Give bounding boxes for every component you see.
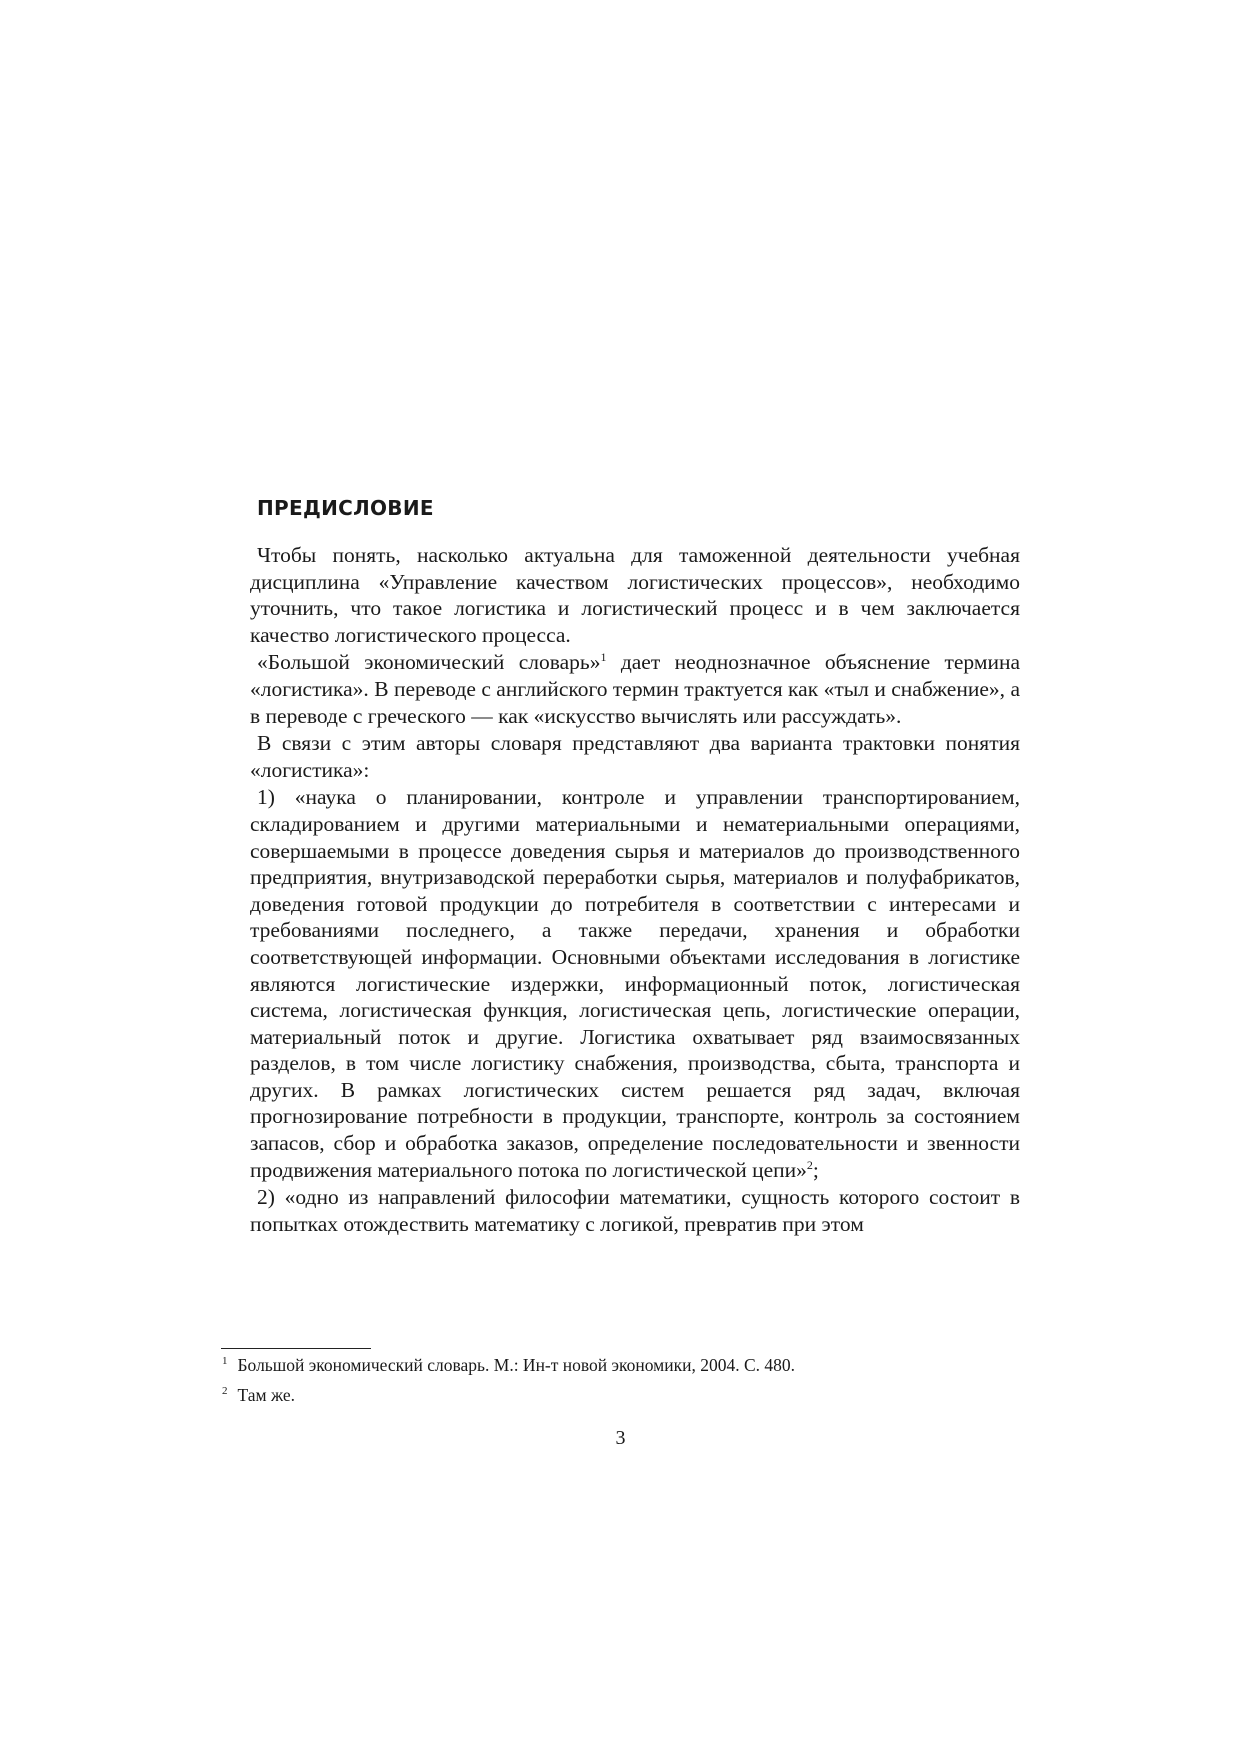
paragraph-1: [250, 542, 1020, 648]
paragraph-4: [250, 784, 1020, 1183]
page-number: 3: [615, 1427, 626, 1449]
paragraph-4-text-before: 1) «наука о планировании, контроле и управлении транспортированием, складированием и другими материальными и нематериальными операциями, совершаемыми в процессе доведения сырья и материалов до производственного предприятия, внутризаводской переработки сырья, материалов и полуфабрикатов, доведения готовой продукции до потребителя в соответствии с интересами и требованиями последнего, а также передачи, хранения и обработки соответствующей информации. Основными объектами исследования в логистике являются логистические издержки, информационный поток, логистическая система, логистическая функция, логистическая цепь, логистические операции, материальный поток и другие. Логистика охватывает ряд взаимосвязанных разделов, в том числе логистику снабжения, производства, сбыта, транспорта и других. В рамках логистических систем решается ряд задач, включая прогнозирование потребности в продукции, транспорте, контроль за состоянием запасов, сбор и обработка заказов, определение последовательности и звенности продвижения материального потока по логистической цепи»: [250, 785, 1020, 1182]
footnote-ref-1[interactable]: 1: [600, 650, 607, 665]
paragraph-3-text: В связи с этим авторы словаря представляют два варианта трактовки понятия «логистика»:: [250, 731, 1020, 782]
footnote-1-text: Большой экономический словарь. М.: Ин-т новой экономики, 2004. С. 480.: [237, 1355, 796, 1375]
paragraph-2: [250, 649, 1020, 729]
body-text: [250, 494, 1020, 1238]
footnote-1: [222, 1354, 1022, 1376]
paragraph-3: [250, 730, 1020, 783]
footnote-divider: [221, 1348, 371, 1349]
paragraph-5-text: 2) «одно из направлений философии математики, сущность которого состоит в попытках отождествить математику с логикой, превратив при этом: [250, 1185, 1020, 1236]
paragraph-5: [250, 1184, 1020, 1237]
footnote-2-number: 2: [222, 1385, 228, 1398]
footnote-1-number: 1: [222, 1355, 228, 1368]
footnote-2: [222, 1384, 1022, 1406]
paragraph-2-text-after: дает неоднозначное объяснение термина «логистика». В переводе с английского термин трактуется как «тыл и снабжение», а в переводе с греческого — как «искусство вычислять или рассуждать».: [250, 650, 1021, 728]
paragraph-1-text: Чтобы понять, насколько актуальна для таможенной деятельности учебная дисциплина «Управление качеством логистических процессов», необходимо уточнить, что такое логистика и логистический процесс и в чем заключается качество логистического процесса.: [250, 543, 1020, 647]
paragraph-2-text-before: «Большой экономический словарь»: [257, 650, 601, 675]
footnote-2-text: Там же.: [237, 1385, 295, 1405]
footnote-ref-2[interactable]: 2: [806, 1157, 813, 1172]
section-heading: ПРЕДИСЛОВИЕ: [257, 496, 434, 520]
paragraph-4-text-after: ;: [812, 1157, 819, 1182]
footnotes: [222, 1354, 1022, 1414]
